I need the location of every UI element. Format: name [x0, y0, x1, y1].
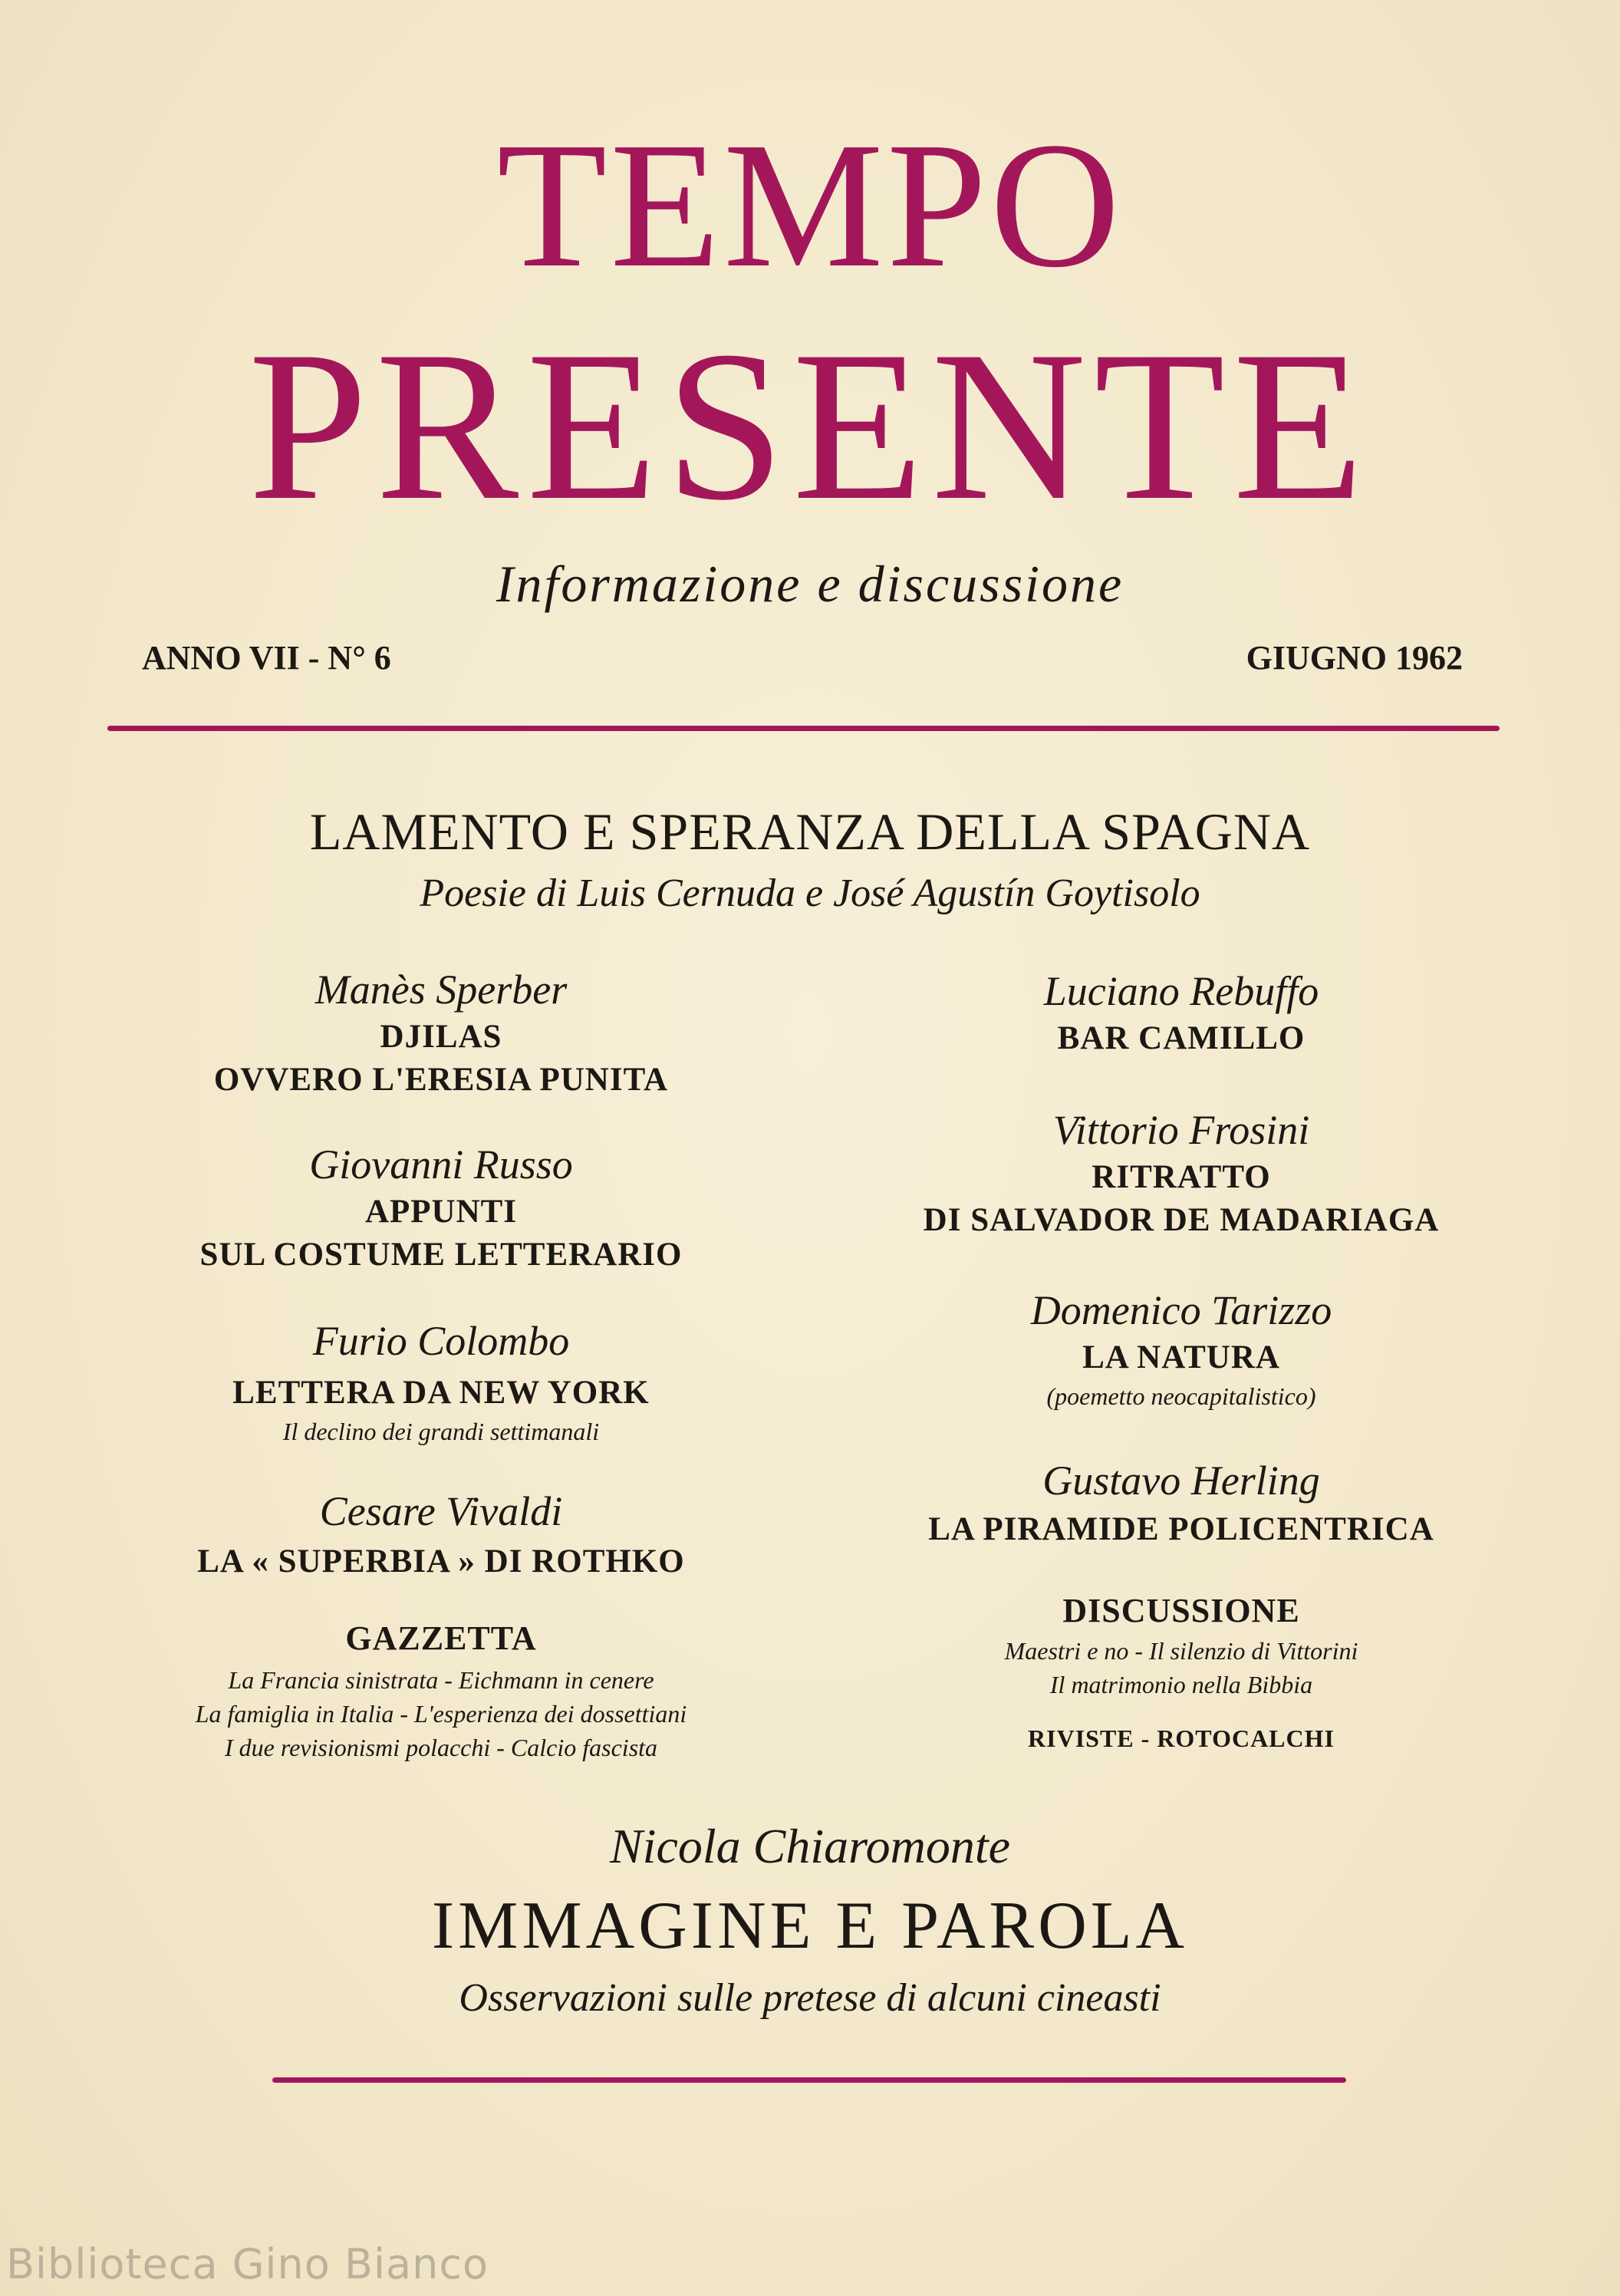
magazine-subtitle: Informazione e discussione	[496, 555, 1124, 613]
entry-author: Manès Sperber	[314, 967, 568, 1013]
entry-author: Cesare Vivaldi	[319, 1488, 563, 1534]
entry-title-line: APPUNTI	[364, 1194, 518, 1230]
feature-subtitle: Osservazioni sulle pretese di alcuni cineasti	[459, 1976, 1161, 2020]
entry-title-line: RITRATTO	[1092, 1159, 1271, 1195]
title-line-2: PRESENTE	[248, 306, 1372, 545]
entry-rebuffo	[844, 968, 1519, 1060]
section-title: GAZZETTA	[345, 1619, 537, 1657]
section-line: Maestri e no - Il silenzio di Vittorini	[1004, 1637, 1358, 1665]
section-title: DISCUSSIONE	[1062, 1592, 1300, 1629]
entry-sperber	[107, 967, 775, 1102]
section-line: La Francia sinistrata - Eichmann in cenere	[228, 1666, 654, 1694]
title-line-1: TEMPO	[496, 105, 1124, 305]
section-line: I due revisionismi polacchi - Calcio fascista	[224, 1734, 658, 1761]
headline-subtitle: Poesie di Luis Cernuda e José Agustín Goytisolo	[420, 871, 1200, 915]
headline-title: LAMENTO E SPERANZA DELLA SPAGNA	[309, 802, 1311, 861]
entry-title: LA PIRAMIDE POLICENTRICA	[928, 1511, 1434, 1547]
entry-tarizzo	[844, 1287, 1519, 1413]
entry-title-line: SUL COSTUME LETTERARIO	[199, 1237, 683, 1273]
library-watermark: Biblioteca Gino Bianco	[6, 2240, 489, 2288]
entry-russo	[107, 1141, 775, 1276]
entry-author: Gustavo Herling	[1042, 1458, 1320, 1504]
entry-title: BAR CAMILLO	[1057, 1020, 1306, 1056]
entry-note: (poemetto neocapitalistico)	[1046, 1382, 1316, 1410]
entry-author: Luciano Rebuffo	[1043, 968, 1319, 1014]
feature-title: IMMAGINE E PAROLA	[431, 1889, 1189, 1963]
entry-note: Il declino dei grandi settimanali	[282, 1418, 600, 1445]
issue-number: ANNO VII - N° 6	[142, 639, 391, 677]
section-line: La famiglia in Italia - L'esperienza dei dossettiani	[195, 1700, 687, 1728]
section-footer: RIVISTE - ROTOCALCHI	[1028, 1724, 1335, 1752]
entry-title: LA « SUPERBIA » DI ROTHKO	[197, 1543, 685, 1580]
entry-author: Vittorio Frosini	[1052, 1107, 1310, 1153]
entry-herling	[844, 1458, 1519, 1551]
entry-title-line: DJILAS	[380, 1019, 502, 1055]
section-discussione	[844, 1589, 1519, 1753]
entry-title-line: DI SALVADOR DE MADARIAGA	[923, 1202, 1440, 1238]
entry-title: LA NATURA	[1082, 1339, 1280, 1375]
feature-author: Nicola Chiaromonte	[609, 1819, 1011, 1873]
entry-colombo	[107, 1318, 775, 1448]
entry-title-line: OVVERO L'ERESIA PUNITA	[213, 1062, 669, 1098]
top-divider	[107, 726, 1500, 731]
entry-author: Furio Colombo	[312, 1318, 570, 1364]
entry-title: LETTERA DA NEW YORK	[232, 1375, 650, 1411]
section-gazzetta	[107, 1617, 775, 1764]
entry-frosini	[844, 1107, 1519, 1242]
issue-date: GIUGNO 1962	[1246, 639, 1463, 677]
entry-author: Domenico Tarizzo	[1030, 1287, 1332, 1333]
section-line: Il matrimonio nella Bibbia	[1049, 1671, 1313, 1698]
bottom-divider	[272, 2077, 1346, 2083]
entry-vivaldi	[107, 1488, 775, 1583]
entry-author: Giovanni Russo	[309, 1141, 573, 1188]
